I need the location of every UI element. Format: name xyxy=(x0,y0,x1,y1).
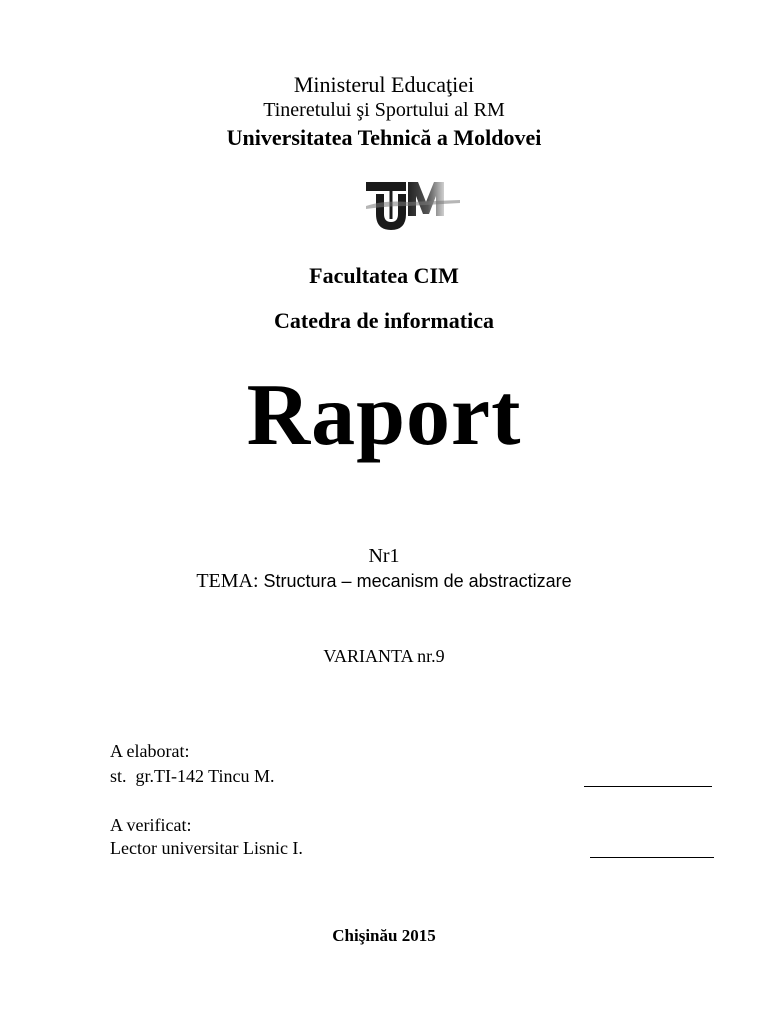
topic-label: TEMA: xyxy=(196,570,259,592)
department-name: Catedra de informatica xyxy=(274,308,494,333)
document-title: Raport xyxy=(246,367,522,464)
utm-logo xyxy=(364,176,462,234)
signature-line-verifier xyxy=(590,857,714,858)
signature-line-author xyxy=(584,786,712,787)
report-topic xyxy=(0,569,768,593)
topic-value: Structura – mecanism de abstractizare xyxy=(263,571,572,591)
ministry-line-1: Ministerul Educaţiei xyxy=(293,72,475,97)
ministry-line-2: Tineretului şi Sportului al RM xyxy=(263,99,505,121)
elaborated-label: A elaborat: xyxy=(110,741,190,761)
verified-label: A verificat: xyxy=(110,815,192,835)
elaborated-by: st. gr.TI-142 Tincu M. xyxy=(110,766,275,786)
utm-logo-graphic xyxy=(364,176,462,234)
report-number: Nr1 xyxy=(368,545,400,567)
place-year: Chişinău 2015 xyxy=(332,926,436,945)
verified-by: Lector universitar Lisnic I. xyxy=(110,838,303,858)
university-name: Universitatea Tehnică a Moldovei xyxy=(226,125,542,150)
variant-number: VARIANTA nr.9 xyxy=(323,646,445,666)
faculty-name: Facultatea CIM xyxy=(309,263,459,288)
